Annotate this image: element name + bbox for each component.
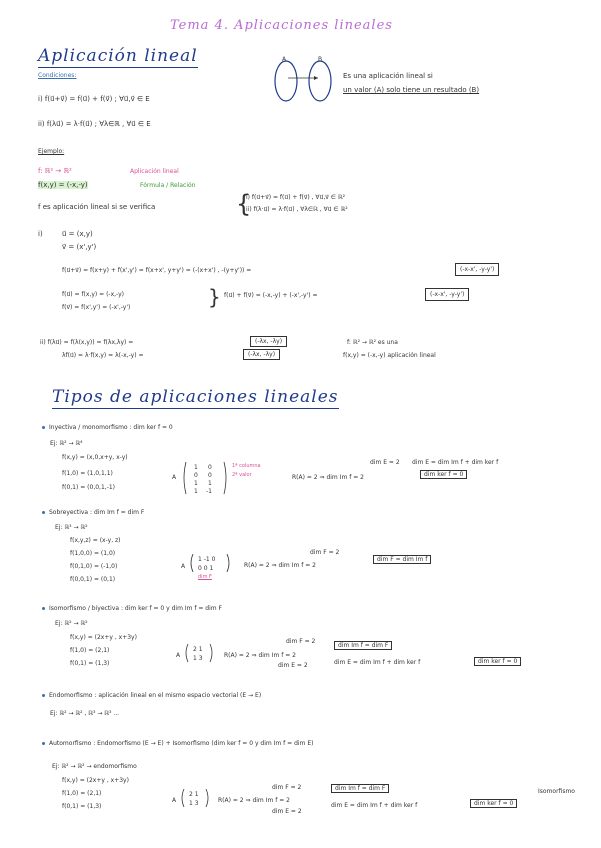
isomorphism-box-2: dim ker f = 0 — [474, 657, 521, 666]
isomorphism-box-1: dim Im f = dim F — [334, 641, 392, 650]
injective-dim-e: dim E = 2 — [370, 459, 400, 466]
endomorphism-title: Endomorfismo : aplicación lineal en el mismo espacio vectorial (E → E) — [42, 692, 261, 699]
definition-line-1: Es una aplicación lineal si — [343, 72, 433, 80]
isomorphism-matrix — [184, 642, 214, 664]
surjective-f1: f(1,0,0) = (1,0) — [70, 550, 116, 557]
svg-text:1: 1 — [194, 464, 198, 471]
isomorphism-dim-e: dim E = 2 — [278, 662, 308, 669]
isomorphism-matrix-label: A — [176, 652, 181, 659]
injective-f1: f(1,0) = (1,0,1,1) — [62, 470, 113, 477]
example-label: Ejemplo: — [38, 148, 65, 155]
definition-line-2: un valor (A) solo tiene un resultado (B) — [343, 86, 480, 94]
surjective-title: Sobreyectiva : dim Im f = dim F — [42, 509, 144, 516]
injective-result-box: dim ker f = 0 — [420, 470, 467, 479]
mapping-diagram — [268, 56, 338, 106]
injective-formula: f(x,y) = (x,0,x+y, x-y) — [62, 454, 128, 461]
conditions-label: Condiciones: — [38, 72, 77, 79]
isomorphism-title: Isomorfismo / biyectiva : dim ker f = 0 y dim Im f = dim F — [42, 605, 222, 612]
injective-matrix-label: A — [172, 474, 177, 481]
verify-condition-2: ii) f(λ·u⃗) = λ·f(u⃗) , ∀λ∈ℝ , ∀u⃗ ∈ ℝ² — [246, 206, 348, 213]
svg-text:1: 1 — [208, 480, 212, 487]
vector-u: u⃗ = (x,y) — [62, 230, 93, 238]
automorphism-note: Isomorfismo — [538, 788, 575, 795]
injective-f2: f(0,1) = (0,0,1,-1) — [62, 484, 116, 491]
surjective-formula: f(x,y,z) = (x-y, z) — [70, 537, 121, 544]
automorphism-f2: f(0,1) = (1,3) — [62, 803, 102, 810]
verify-text: f es aplicación lineal si se verifica — [38, 203, 156, 211]
conclusion-line-1: f: ℝ² → ℝ² es una — [347, 339, 398, 346]
automorphism-formula: f(x,y) = (2x+y , x+3y) — [62, 777, 129, 784]
injective-example: Ej: ℝ² → ℝ⁴ — [50, 440, 83, 447]
svg-text:0: 0 — [194, 472, 198, 479]
diagram-label-b: B — [318, 56, 323, 63]
automorphism-box-2: dim ker f = 0 — [470, 799, 517, 808]
svg-text:1 -1 0: 1 -1 0 — [198, 556, 216, 563]
svg-text:1 3: 1 3 — [193, 655, 203, 662]
example-formula: f(x,y) = (-x,-y) — [38, 181, 88, 189]
injective-dim-equation: dim E = dim Im f + dim ker f — [412, 459, 499, 466]
step-ii-box-2: (-λx, -λy) — [243, 349, 280, 360]
endomorphism-example: Ej: ℝ² → ℝ² , ℝ³ → ℝ³ ... — [50, 710, 120, 717]
injective-rank: R(A) = 2 ⇒ dim Im f = 2 — [292, 474, 364, 481]
step-ii-expression: ii) f(λu⃗) = f(λ(x,y)) = f(λx,λy) = — [40, 339, 134, 346]
svg-text:2 1: 2 1 — [189, 791, 199, 798]
diagram-label-a: A — [282, 56, 287, 63]
surjective-rank: R(A) = 2 ⇒ dim Im f = 2 — [244, 562, 316, 569]
f-u-plus-f-v: f(u⃗) + f(v⃗) = (-x,-y) + (-x',-y') = — [224, 292, 318, 299]
surjective-f3: f(0,0,1) = (0,1) — [70, 576, 116, 583]
example-map: f: ℝ² → ℝ² — [38, 167, 72, 175]
f-of-u: f(u⃗) = f(x,y) = (-x,-y) — [62, 291, 124, 298]
example-map-note: Aplicación lineal — [130, 168, 179, 175]
step-i-label: i) — [38, 230, 43, 238]
svg-text:1: 1 — [194, 480, 198, 487]
isomorphism-f1: f(1,0) = (2,1) — [70, 647, 110, 654]
surjective-note: dim F — [198, 574, 212, 580]
vector-v: v⃗ = (x',y') — [62, 243, 97, 251]
automorphism-dim-f: dim F = 2 — [272, 784, 302, 791]
brace: } — [208, 285, 221, 309]
automorphism-matrix-label: A — [172, 797, 177, 804]
verify-condition-1: i) f(u⃗+v⃗) = f(u⃗) + f(v⃗) , ∀u⃗,v⃗ ∈ ℝ² — [246, 194, 345, 201]
automorphism-matrix — [180, 787, 210, 809]
isomorphism-equation: dim E = dim Im f + dim ker f — [334, 659, 421, 666]
sum-result-box: (-x-x', -y-y') — [455, 263, 499, 276]
section-heading-aplicacion-lineal: Aplicación lineal — [38, 46, 198, 66]
surjective-f2: f(0,1,0) = (-1,0) — [70, 563, 118, 570]
svg-text:0: 0 — [208, 472, 212, 479]
page-title: Tema 4. Aplicaciones lineales — [170, 18, 393, 33]
surjective-result-box: dim F = dim Im f — [373, 555, 431, 564]
condition-1: i) f(u⃗+v⃗) = f(u⃗) + f(v⃗) ; ∀u⃗,v⃗ ∈ E — [38, 95, 150, 103]
step-ii-box: (-λx, -λy) — [250, 336, 287, 347]
surjective-matrix — [188, 552, 232, 574]
automorphism-box-1: dim Im f = dim F — [331, 784, 389, 793]
example-formula-note: Fórmula / Relación — [140, 182, 196, 189]
svg-text:0: 0 — [208, 464, 212, 471]
conclusion-line-2: f(x,y) = (-x,-y) aplicación lineal — [343, 352, 436, 359]
condition-2: ii) f(λu⃗) = λ·f(u⃗) ; ∀λ∈ℝ , ∀u⃗ ∈ E — [38, 120, 151, 128]
f-u-plus-f-v-box: (-x-x', -y-y') — [425, 288, 469, 301]
svg-text:-1: -1 — [206, 488, 212, 495]
surjective-example: Ej: ℝ³ → ℝ² — [55, 524, 88, 531]
section-heading-tipos: Tipos de aplicaciones lineales — [52, 387, 339, 407]
automorphism-dim-e: dim E = 2 — [272, 808, 302, 815]
svg-text:0 0 1: 0 0 1 — [198, 565, 214, 572]
isomorphism-rank: R(A) = 2 ⇒ dim Im f = 2 — [224, 652, 296, 659]
step-ii-expression-2: λf(u⃗) = λ·f(x,y) = λ(-x,-y) = — [62, 352, 144, 359]
isomorphism-dim-f: dim F = 2 — [286, 638, 316, 645]
sum-expression: f(u⃗+v⃗) = f(x+y) + f(x',y') = f(x+x', y+y') = (-(x+x') , -(y+y')) = — [62, 267, 252, 274]
isomorphism-formula: f(x,y) = (2x+y , x+3y) — [70, 634, 137, 641]
isomorphism-example: Ej: ℝ² → ℝ² — [55, 620, 88, 627]
injective-title: Inyectiva / monomorfismo : dim ker f = 0 — [42, 424, 173, 431]
automorphism-f1: f(1,0) = (2,1) — [62, 790, 102, 797]
brace: { — [236, 190, 252, 218]
automorphism-rank: R(A) = 2 ⇒ dim Im f = 2 — [218, 797, 290, 804]
isomorphism-f2: f(0,1) = (1,3) — [70, 660, 110, 667]
surjective-matrix-label: A — [181, 563, 186, 570]
svg-text:2 1: 2 1 — [193, 646, 203, 653]
automorphism-example: Ej: ℝ² → ℝ² → endomorfismo — [52, 763, 137, 770]
svg-text:1 3: 1 3 — [189, 800, 199, 807]
automorphism-title: Automorfismo : Endomorfismo (E → E) + Isomorfismo (dim ker f = 0 y dim Im f = dim E) — [42, 740, 313, 747]
surjective-dim-f: dim F = 2 — [310, 549, 340, 556]
injective-note-2: 2ª valor — [232, 472, 252, 478]
svg-text:1: 1 — [194, 488, 198, 495]
injective-matrix — [180, 460, 230, 496]
automorphism-equation: dim E = dim Im f + dim ker f — [331, 802, 418, 809]
f-of-v: f(v⃗) = f(x',y') = (-x',-y') — [62, 304, 131, 311]
injective-note-1: 1ª columna — [232, 463, 261, 469]
